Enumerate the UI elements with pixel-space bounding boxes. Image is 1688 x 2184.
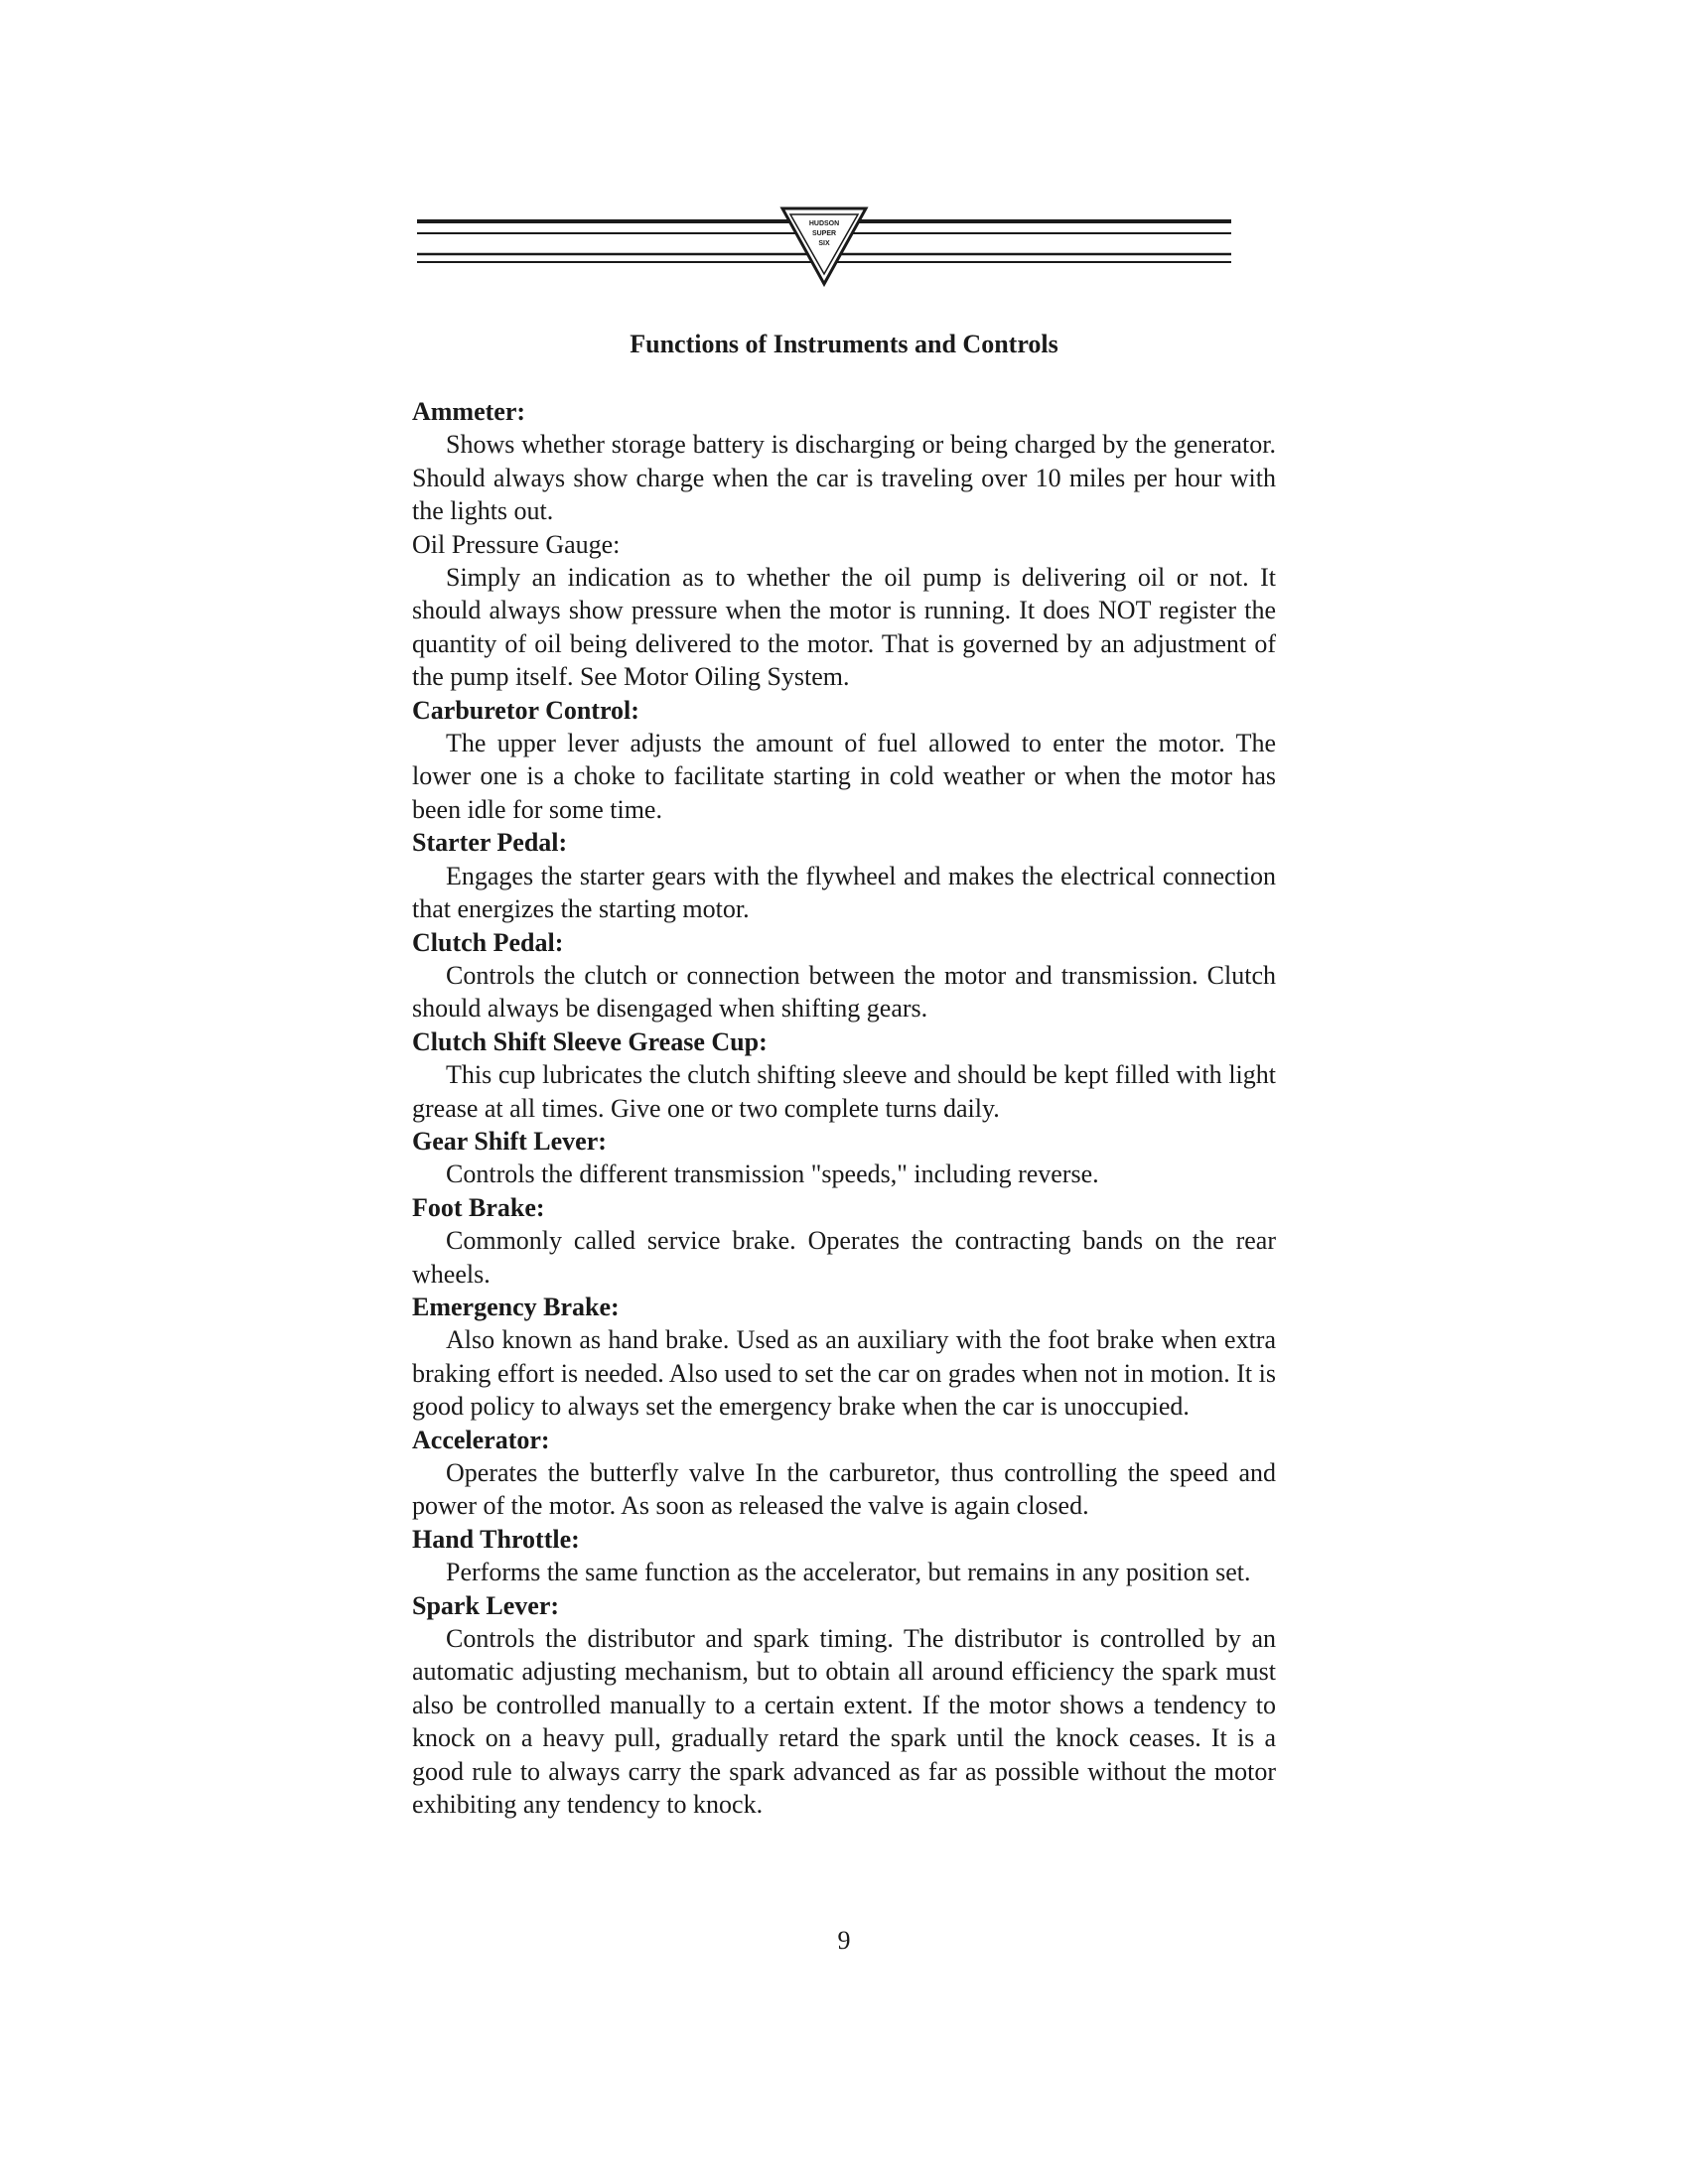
entry-gear-shift-lever [412,1125,1276,1191]
entry-clutch-shift-sleeve-grease-cup [412,1025,1276,1125]
entry-emergency-brake [412,1291,1276,1424]
entry-foot-brake [412,1191,1276,1291]
entry-body: Operates the butterfly valve In the carburetor, thus controlling the speed and power of the motor. As soon as released the valve is again closed. [412,1458,1276,1521]
entry-body: This cup lubricates the clutch shifting sleeve and should be kept filled with light grease at all times. Give one or two complete turns daily. [412,1060,1276,1123]
entry-body: Performs the same function as the accelerator, but remains in any position set. [446,1558,1251,1587]
entry-heading: Hand Throttle: [412,1524,580,1554]
svg-text:SUPER: SUPER [811,230,837,237]
entry-heading: Carburetor Control: [412,695,639,725]
entry-heading: Clutch Pedal: [412,927,564,957]
entry-body: Also known as hand brake. Used as an auxiliary with the foot brake when extra braking effort is needed. Also used to set the car on grades when not in motion. It is good policy to always set the emergency brake when the car is unoccupied. [412,1325,1276,1422]
triangular-shield-emblem-icon [782,208,866,284]
entry-heading: Foot Brake: [412,1192,545,1222]
entry-body: Shows whether storage battery is discharging or being charged by the generator. Should always show charge when the car is traveling over 10 miles per hour with the lights out. [412,430,1276,526]
entry-heading: Emergency Brake: [412,1292,620,1321]
svg-text:SIX: SIX [818,240,830,247]
entry-ammeter [412,395,1276,528]
entry-heading: Clutch Shift Sleeve Grease Cup: [412,1026,768,1056]
entry-oil-pressure-gauge [412,528,1276,694]
entry-spark-lever [412,1589,1276,1822]
entry-clutch-pedal [412,926,1276,1025]
entry-hand-throttle [412,1523,1276,1589]
entry-body: Engages the starter gears with the flywheel and makes the electrical connection that energizes the starting motor. [412,861,1276,924]
svg-text:HUDSON: HUDSON [808,220,840,227]
entry-body: Controls the clutch or connection between the motor and transmission. Clutch should always be disengaged when shifting gears. [412,960,1276,1024]
entry-body: The upper lever adjusts the amount of fuel allowed to enter the motor. The lower one is a choke to facilitate starting in cold weather or when the motor has been idle for some time. [412,729,1276,824]
page-number: 9 [837,1926,851,1955]
entry-heading: Starter Pedal: [412,828,568,858]
instrument-entries [412,395,1276,1821]
entry-body: Commonly called service brake. Operates the contracting bands on the rear wheels. [412,1226,1276,1289]
page-title: Functions of Instruments and Controls [630,330,1058,358]
entry-body: Controls the different transmission "speeds," including reverse. [446,1160,1099,1189]
entry-heading: Ammeter: [412,397,526,426]
entry-body: Simply an indication as to whether the oil pump is delivering oil or not. It should always show pressure when the motor is running. It does NOT register the quantity of oil being delivered to the motor. That is governed by an adjustment of the pump itself. See Motor Oiling System. [412,563,1276,692]
entry-heading: Spark Lever: [412,1590,560,1620]
entry-carburetor-control [412,694,1276,827]
entry-heading: Accelerator: [412,1425,550,1454]
entry-heading: Oil Pressure Gauge: [412,529,621,559]
entry-accelerator [412,1424,1276,1523]
entry-body: Controls the distributor and spark timing. The distributor is controlled by an automatic adjusting mechanism, but to obtain all around efficiency the spark must also be controlled manually to a certain extent. If the motor shows a tendency to knock on a heavy pull, gradually retard the spark until the knock ceases. It is a good rule to always carry the spark advanced as far as possible without the motor exhibiting any tendency to knock. [412,1624,1276,1820]
entry-starter-pedal [412,826,1276,925]
header-ornament [417,206,1231,296]
entry-heading: Gear Shift Lever: [412,1126,607,1156]
